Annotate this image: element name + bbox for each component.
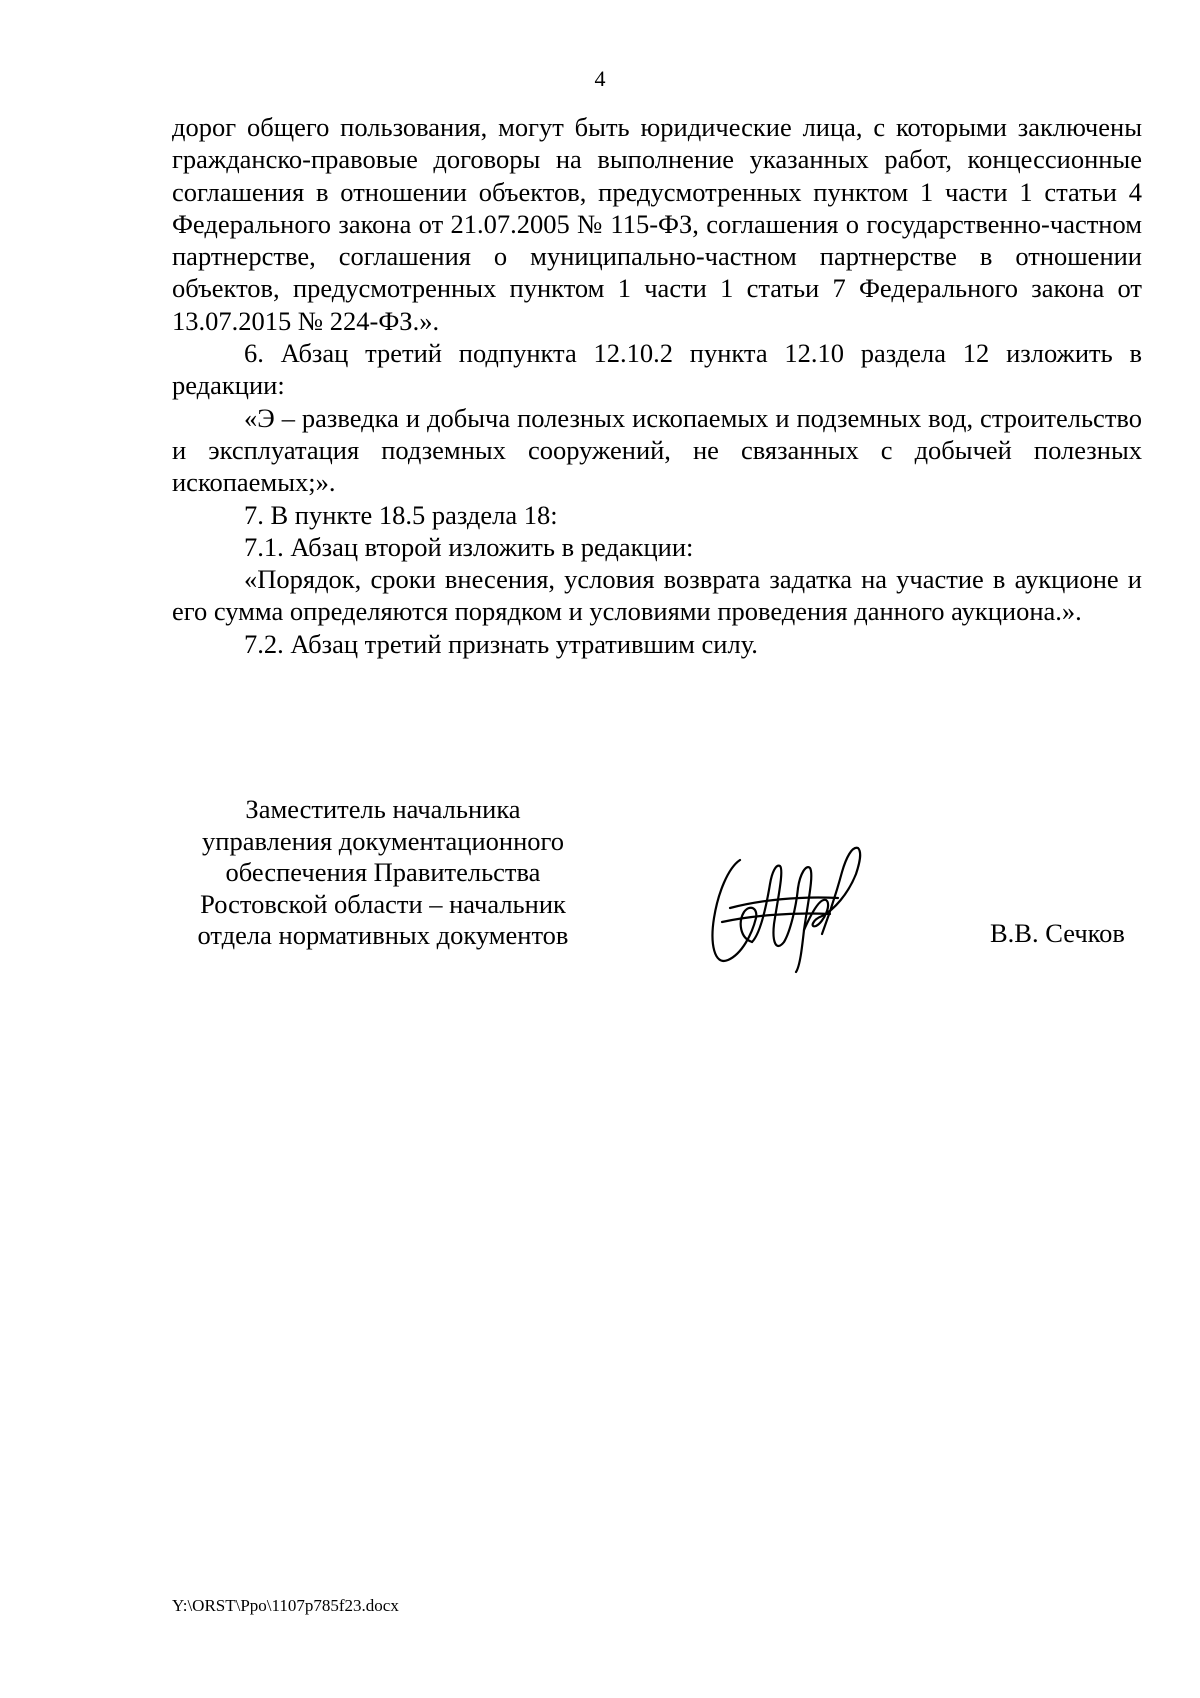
paragraph-quote-deposit: «Порядок, сроки внесения, условия возврата задатка на участие в аукционе и его сумма определяются порядком и условиями проведения данного аукциона.». xyxy=(172,564,1142,627)
document-body xyxy=(172,111,1142,660)
paragraph-continuation: дорог общего пользования, могут быть юридические лица, с которыми заключены гражданско-правовые договоры на выполнение указанных работ, концессионные соглашения в отношении объектов, предусмотренных пунктом 1 части 1 статьи 4 Федерального закона от 21.07.2005 № 115-ФЗ, соглашения о государственно-частном партнерстве, соглашения о муниципально-частном партнерстве в отношении объектов, предусмотренных пунктом 1 части 1 статьи 7 Федерального закона от 13.07.2015 № 224-ФЗ.». xyxy=(172,112,1142,336)
signatory-name: В.В. Сечков xyxy=(990,918,1125,948)
paragraph-item-7-1: 7.1. Абзац второй изложить в редакции: xyxy=(244,531,694,562)
signatory-title xyxy=(172,794,594,952)
signatory-title-line: Ростовской области – начальник xyxy=(200,888,566,919)
signatory-title-line: отдела нормативных документов xyxy=(197,920,569,950)
handwritten-signature xyxy=(700,838,870,978)
signatory-title-line: обеспечения Правительства xyxy=(225,857,541,887)
signatory-title-line: Заместитель начальника xyxy=(245,794,521,824)
paragraph-item-7-2: 7.2. Абзац третий признать утратившим силу. xyxy=(244,628,758,659)
paragraph-item-6: 6. Абзац третий подпункта 12.10.2 пункта 12.10 раздела 12 изложить в редакции: xyxy=(172,338,1142,401)
paragraph-item-7: 7. В пункте 18.5 раздела 18: xyxy=(244,499,558,530)
signatory-title-line: управления документационного xyxy=(202,825,564,856)
page-number: 4 xyxy=(594,66,606,91)
footer-file-path: Y:\ORST\Ppo\1107p785f23.docx xyxy=(172,1596,399,1615)
paragraph-quote-e: «Э – разведка и добыча полезных ископаемых и подземных вод, строительство и эксплуатация подземных сооружений, не связанных с добычей полезных ископаемых;». xyxy=(172,402,1142,498)
